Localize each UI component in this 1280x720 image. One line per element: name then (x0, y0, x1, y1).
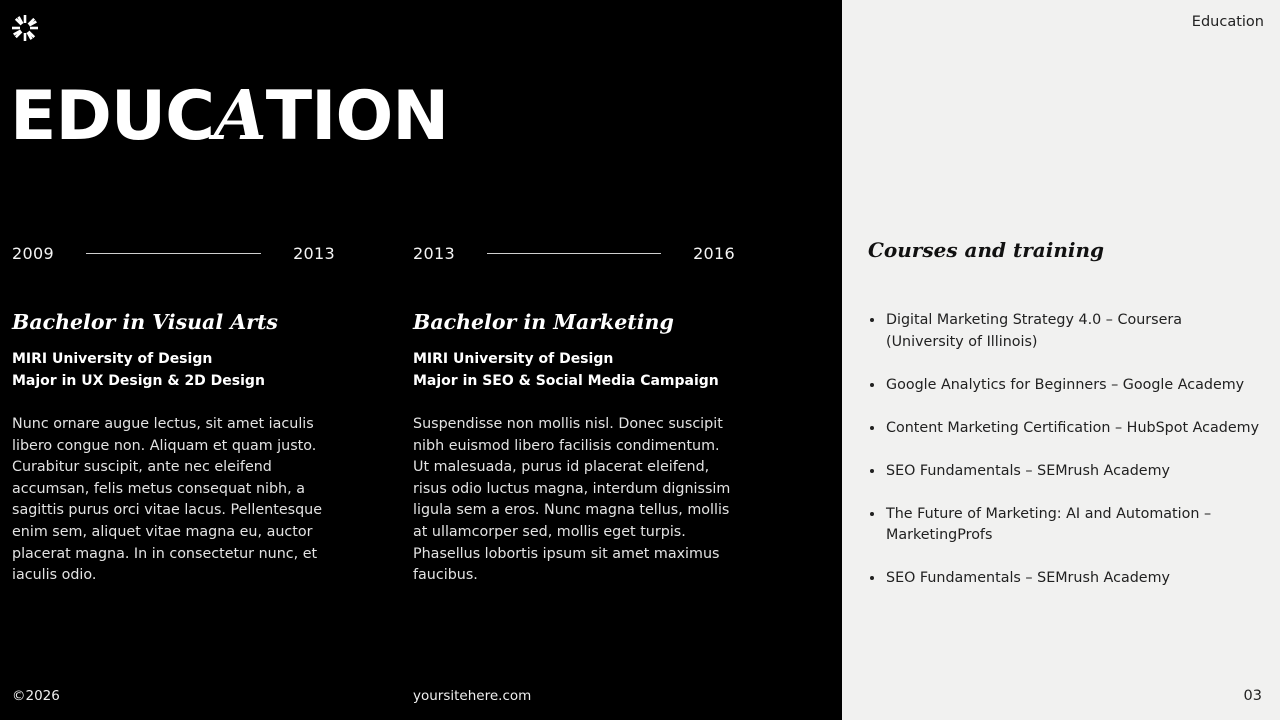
title-serif-char: A (214, 76, 266, 156)
major-name: Major in UX Design & 2D Design (12, 372, 265, 389)
course-item: • The Future of Marketing: AI and Automation – MarketingProfs (885, 504, 1264, 547)
title-post: TION (265, 77, 449, 156)
university-info (12, 349, 335, 392)
title-pre: EDUC (10, 77, 215, 156)
timeline-line (487, 253, 661, 255)
website-text: yoursitehere.com (413, 688, 532, 704)
timeline-range (12, 244, 335, 263)
courses-list (869, 310, 1264, 611)
page-title (10, 76, 449, 156)
timeline-start-year: 2013 (413, 244, 455, 263)
timeline-range (413, 244, 735, 263)
education-entry-marketing (413, 244, 735, 587)
timeline-end-year: 2013 (293, 244, 335, 263)
education-entry-visual-arts (12, 244, 335, 587)
university-info (413, 349, 735, 392)
section-label: Education (1191, 14, 1264, 30)
timeline-line (86, 253, 261, 255)
timeline-end-year: 2016 (693, 244, 735, 263)
course-item: • Content Marketing Certification – HubSpot Academy (885, 418, 1264, 440)
timeline-start-year: 2009 (12, 244, 54, 263)
copyright-text: ©2026 (12, 688, 60, 704)
courses-heading: Courses and training (868, 238, 1104, 262)
starburst-icon (11, 14, 39, 42)
degree-description: Suspendisse non mollis nisl. Donec suscipit nibh euismod libero facilisis condimentum. Ut malesuada, purus id placerat eleifend, risus odio luctus magna, interdum dignissim ligula sem a eros. Nunc magna tellus, mollis at ullamcorper sed, mollis eget turpis. Phasellus lobortis ipsum sit amet maximus faucibus. (413, 416, 731, 584)
major-name: Major in SEO & Social Media Campaign (413, 372, 719, 389)
course-item: • Google Analytics for Beginners – Google Academy (885, 375, 1264, 397)
page-number: 03 (1243, 688, 1262, 704)
university-name: MIRI University of Design (12, 351, 213, 367)
right-panel (842, 0, 1280, 720)
course-item: • Digital Marketing Strategy 4.0 – Coursera (University of Illinois) (885, 310, 1264, 353)
degree-title: Bachelor in Marketing (413, 310, 674, 334)
course-item: • SEO Fundamentals – SEMrush Academy (885, 461, 1264, 483)
degree-description: Nunc ornare augue lectus, sit amet iaculis libero congue non. Aliquam et quam justo. Curabitur suscipit, ante nec eleifend accumsan, felis metus consequat nibh, a sagittis purus orci vitae lacus. Pellentesque enim sem, aliquet vitae magna eu, auctor placerat magna. In in consectetur nunc, et iaculis odio. (12, 416, 323, 584)
course-item: • SEO Fundamentals – SEMrush Academy (885, 568, 1264, 590)
university-name: MIRI University of Design (413, 351, 614, 367)
degree-title: Bachelor in Visual Arts (12, 310, 278, 334)
